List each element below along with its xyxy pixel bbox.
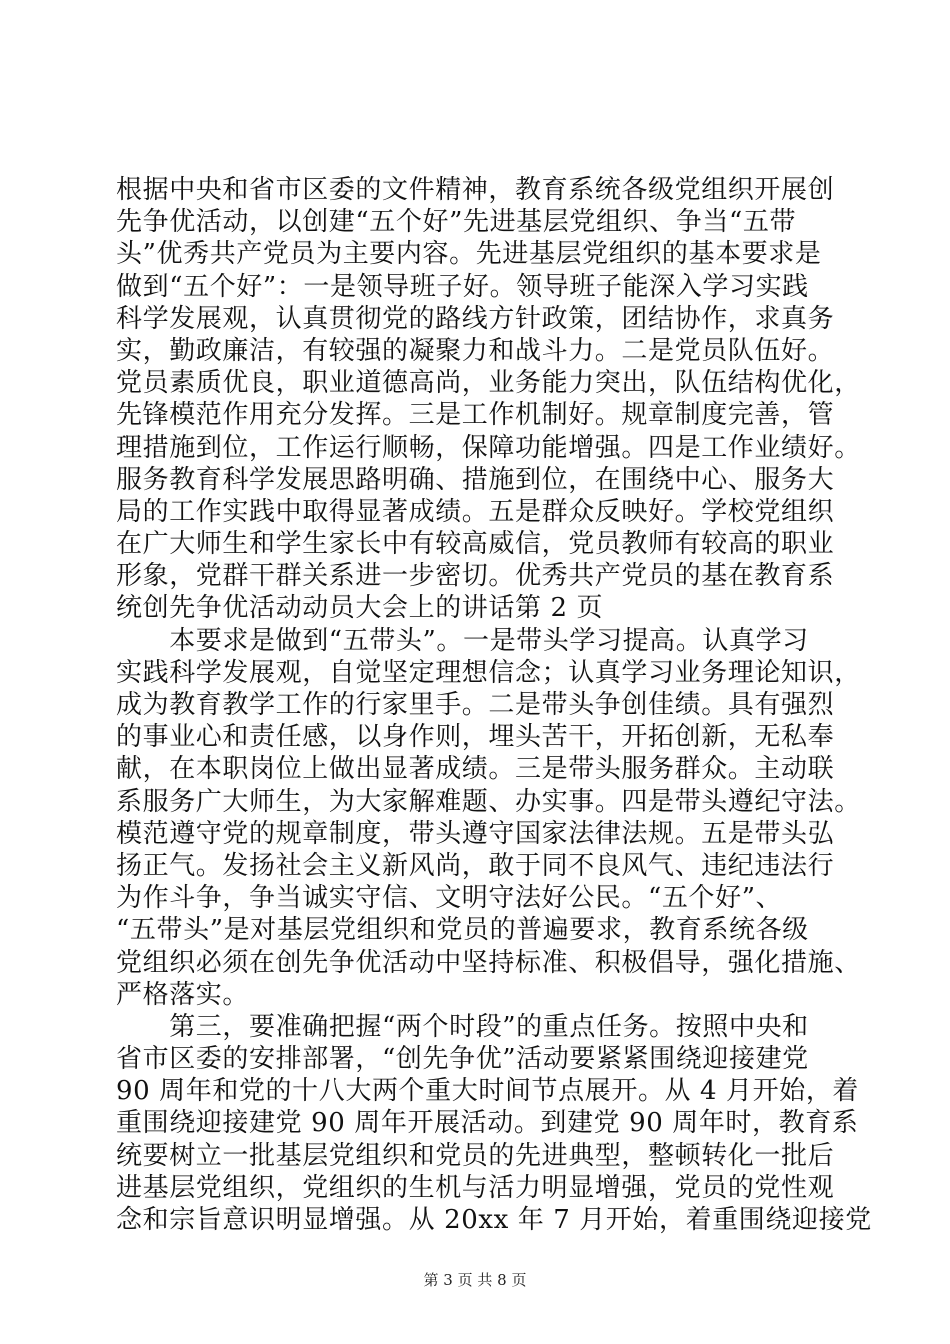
body-text <box>116 174 872 1236</box>
text-line: 做到“五个好”：一是领导班子好。领导班子能深入学习实践 <box>116 271 809 302</box>
text-line: 统创先争优活动动员大会上的讲话第 2 页 <box>116 593 604 624</box>
text-line: 念和宗旨意识明显增强。从 20xx 年 7 月开始，着重围绕迎接党 <box>116 1205 872 1235</box>
text-line: 形象，党群干群关系进一步密切。优秀共产党员的基在教育系 <box>116 561 835 592</box>
text-line: 系服务广大师生，为大家解难题、办实事。四是带头遵纪守法。 <box>116 786 861 817</box>
text-line: 在广大师生和学生家长中有较高威信，党员教师有较高的职业 <box>116 529 835 560</box>
text-line: 为作斗争，争当诚实守信、文明守法好公民。“五个好”、 <box>116 883 783 914</box>
text-line: 先锋模范作用充分发挥。三是工作机制好。规章制度完善，管 <box>116 400 835 431</box>
text-line: 实，勤政廉洁，有较强的凝聚力和战斗力。二是党员队伍好。 <box>116 335 835 366</box>
page-footer: 第 3 页 共 8 页 <box>423 1271 527 1289</box>
text-line: 科学发展观，认真贯彻党的路线方针政策，团结协作，求真务 <box>116 303 835 334</box>
text-line: 省市区委的安排部署，“创先争优”活动要紧紧围绕迎接建党 <box>116 1044 809 1075</box>
text-line: 90 周年和党的十八大两个重大时间节点展开。从 4 月开始，着 <box>116 1076 860 1107</box>
text-line: 模范遵守党的规章制度，带头遵守国家法律法规。五是带头弘 <box>116 818 835 849</box>
text-line: 严格落实。 <box>116 979 250 1010</box>
text-line: 成为教育教学工作的行家里手。二是带头争创佳绩。具有强烈 <box>116 690 835 720</box>
text-line: 根据中央和省市区委的文件精神，教育系统各级党组织开展创 <box>116 175 835 205</box>
text-line: 统要树立一批基层党组织和党员的先进典型，整顿转化一批后 <box>116 1140 835 1171</box>
text-line: 党组织必须在创先争优活动中坚持标准、积极倡导，强化措施、 <box>116 947 861 978</box>
text-line: 本要求是做到“五带头”。一是带头学习提高。认真学习 <box>116 625 809 656</box>
text-line: “五带头”是对基层党组织和党员的普遍要求，教育系统各级 <box>116 915 809 946</box>
text-line: 先争优活动，以创建“五个好”先进基层党组织、争当“五带 <box>116 207 797 238</box>
text-line: 实践科学发展观，自觉坚定理想信念；认真学习业务理论知识， <box>116 657 861 688</box>
text-line: 局的工作实践中取得显著成绩。五是群众反映好。学校党组织 <box>116 496 835 527</box>
text-line: 扬正气。发扬社会主义新风尚，敢于同不良风气、违纪违法行 <box>116 850 835 881</box>
text-line: 头”优秀共产党员为主要内容。先进基层党组织的基本要求是 <box>116 239 822 270</box>
text-line: 服务教育科学发展思路明确、措施到位，在围绕中心、服务大 <box>116 464 835 495</box>
text-line: 重围绕迎接建党 90 周年开展活动。到建党 90 周年时，教育系 <box>116 1108 859 1139</box>
text-line: 理措施到位，工作运行顺畅，保障功能增强。四是工作业绩好。 <box>116 432 861 463</box>
text-line: 进基层党组织，党组织的生机与活力明显增强，党员的党性观 <box>116 1172 835 1203</box>
text-line: 党员素质优良，职业道德高尚，业务能力突出，队伍结构优化， <box>116 368 861 399</box>
text-line: 第三，要准确把握“两个时段”的重点任务。按照中央和 <box>116 1011 809 1042</box>
text-line: 献，在本职岗位上做出显著成绩。三是带头服务群众。主动联 <box>116 754 835 785</box>
text-line: 的事业心和责任感，以身作则，埋头苦干，开拓创新，无私奉 <box>116 722 835 753</box>
